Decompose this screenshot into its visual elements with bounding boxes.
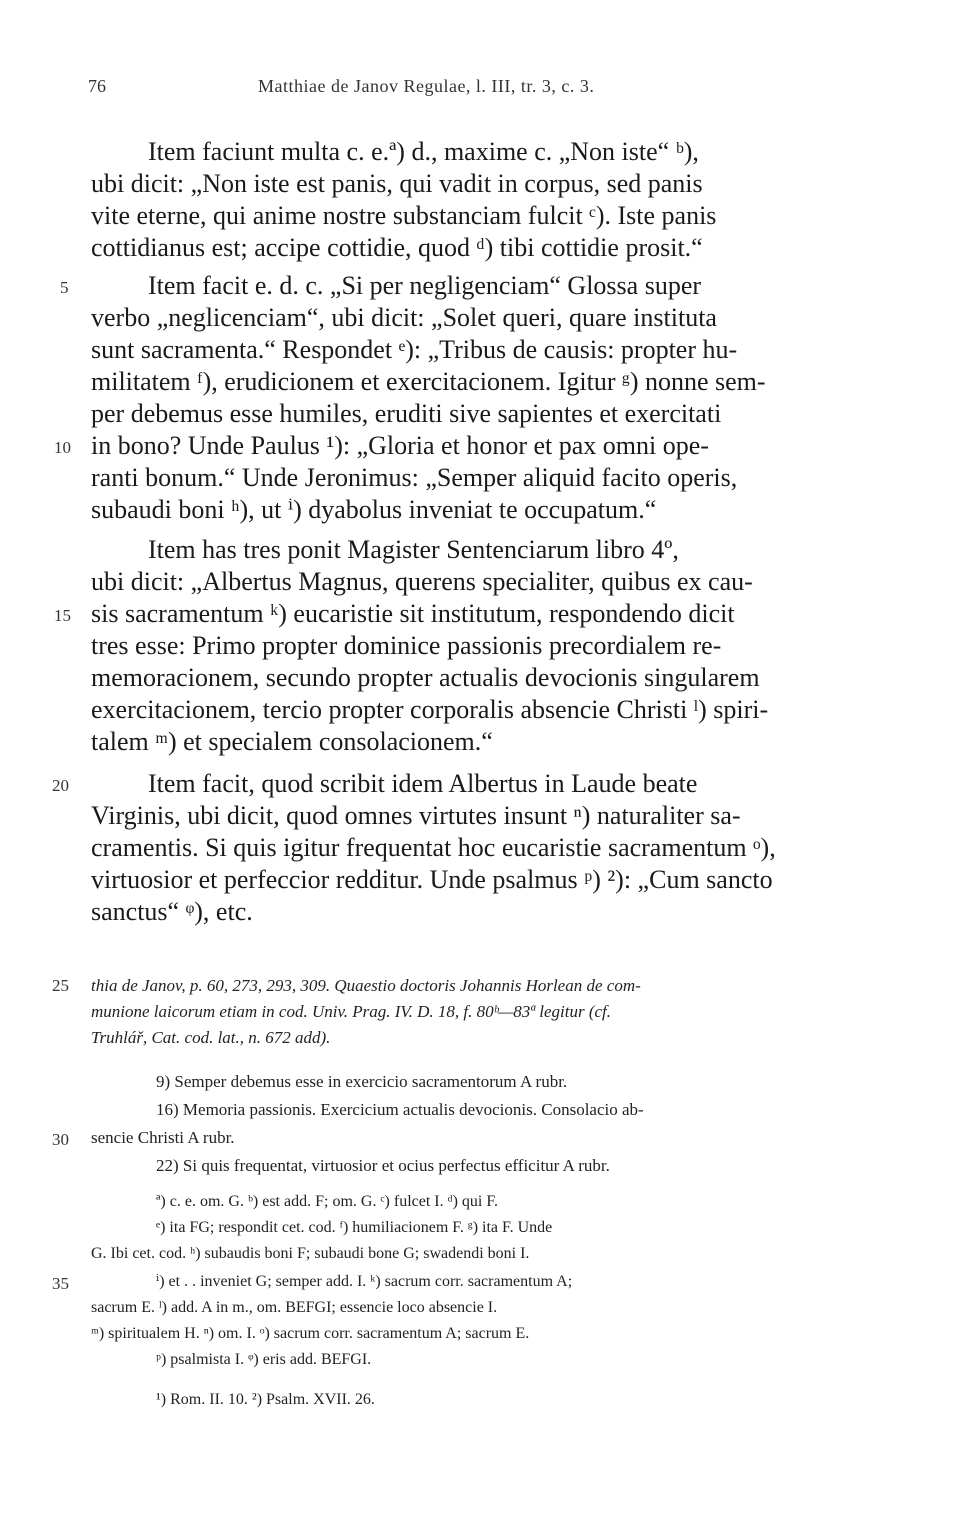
rubric-note: 22) Si quis frequentat, virtuosior et ocius perfectus efficitur A rubr. [156, 1156, 610, 1175]
text-line: cottidianus est; accipe cottidie, quod ᵈ) tibi cottidie prosit.“ [91, 233, 703, 262]
apparatus-line: ª) c. e. om. G. ᵇ) est add. F; om. G. ᶜ) fulcet I. ᵈ) qui F. [156, 1193, 498, 1210]
text-line: exercitacionem, tercio propter corporalis absencie Christi ˡ) spiri- [91, 695, 769, 724]
text-line: cramentis. Si quis igitur frequentat hoc eucaristie sacramentum ᵒ), [91, 833, 776, 862]
rubric-note: 9) Semper debemus esse in exercicio sacramentorum A rubr. [156, 1072, 568, 1091]
text-line: ubi dicit: „Non iste est panis, qui vadit in corpus, sed panis [91, 169, 703, 198]
text-line: Item has tres ponit Magister Sentenciarum libro 4º, [148, 535, 679, 564]
text-line: verbo „neglicenciam“, ubi dicit: „Solet queri, quare instituta [91, 303, 717, 332]
text-line: subaudi boni ʰ), ut ⁱ) dyabolus inveniat te occupatum.“ [91, 495, 657, 524]
text-line: sis sacramentum ᵏ) eucaristie sit institutum, respondendo dicit [91, 599, 735, 628]
apparatus-line: ⁱ) et . . inveniet G; semper add. I. ᵏ) sacrum corr. sacramentum A; [156, 1273, 573, 1290]
page-number: 76 [88, 76, 106, 96]
line-number: 15 [54, 606, 71, 625]
text-line: Virginis, ubi dicit, quod omnes virtutes insunt ⁿ) naturaliter sa- [91, 801, 741, 830]
apparatus-line: ᵉ) ita FG; respondit cet. cod. ᶠ) humiliacionem F. ᵍ) ita F. Unde [156, 1219, 553, 1236]
text-line: talem ᵐ) et specialem consolacionem.“ [91, 727, 493, 756]
text-line: militatem ᶠ), erudicionem et exercitacionem. Igitur ᵍ) nonne sem- [91, 367, 766, 396]
text-line: ubi dicit: „Albertus Magnus, querens specialiter, quibus ex cau- [91, 567, 753, 596]
text-line: sanctus“ ᵠ), etc. [91, 897, 253, 926]
line-number: 35 [52, 1274, 69, 1293]
text-line: tres esse: Primo propter dominice passionis precordialem re- [91, 631, 722, 660]
text-line: Item facit, quod scribit idem Albertus in Laude beate [148, 769, 698, 798]
source-citations: ¹) Rom. II. 10. ²) Psalm. XVII. 26. [156, 1391, 375, 1408]
text-line: sunt sacramenta.“ Respondet ᵉ): „Tribus de causis: propter hu- [91, 335, 738, 364]
line-number: 5 [60, 278, 69, 297]
running-title: Matthiae de Janov Regulae, l. III, tr. 3, c. 3. [258, 76, 595, 96]
note-line: munione laicorum etiam in cod. Univ. Prag. IV. D. 18, f. 80ᵇ—83ª legitur (cf. [91, 1002, 611, 1021]
rubric-note: sencie Christi A rubr. [91, 1128, 235, 1147]
text-line: per debemus esse humiles, eruditi sive sapientes et exercitati [91, 399, 722, 428]
text-line: memoracionem, secundo propter actualis devocionis singularem [91, 663, 760, 692]
line-number: 10 [54, 438, 71, 457]
text-line: Item faciunt multa c. e.ª) d., maxime c. „Non iste“ ᵇ), [148, 137, 699, 166]
note-line: Truhlář, Cat. cod. lat., n. 672 add). [91, 1028, 331, 1047]
text-line: vite eterne, qui anime nostre substanciam fulcit ᶜ). Iste panis [91, 201, 717, 230]
line-number: 25 [52, 976, 69, 995]
rubric-note: 16) Memoria passionis. Exercicium actualis devocionis. Consolacio ab- [156, 1100, 644, 1119]
text-line: Item facit e. d. c. „Si per negligenciam“ Glossa super [148, 271, 702, 300]
text-line: virtuosior et perfeccior redditur. Unde psalmus ᵖ) ²): „Cum sancto [91, 865, 773, 894]
line-number: 20 [52, 776, 69, 795]
apparatus-line: ᵖ) psalmista I. ᵠ) eris add. BEFGI. [156, 1351, 372, 1368]
apparatus-line: ᵐ) spiritualem H. ⁿ) om. I. ᵒ) sacrum corr. sacramentum A; sacrum E. [91, 1325, 530, 1342]
apparatus-line: G. Ibi cet. cod. ʰ) subaudis boni F; subaudi bone G; swadendi boni I. [91, 1245, 530, 1262]
text-line: in bono? Unde Paulus ¹): „Gloria et honor et pax omni ope- [91, 431, 709, 460]
note-line: thia de Janov, p. 60, 273, 293, 309. Quaestio doctoris Johannis Horlean de com- [91, 976, 641, 995]
line-number: 30 [52, 1130, 69, 1149]
text-line: ranti bonum.“ Unde Jeronimus: „Semper aliquid facito operis, [91, 463, 738, 492]
apparatus-line: sacrum E. ˡ) add. A in m., om. BEFGI; essencie loco absencie I. [91, 1299, 498, 1316]
